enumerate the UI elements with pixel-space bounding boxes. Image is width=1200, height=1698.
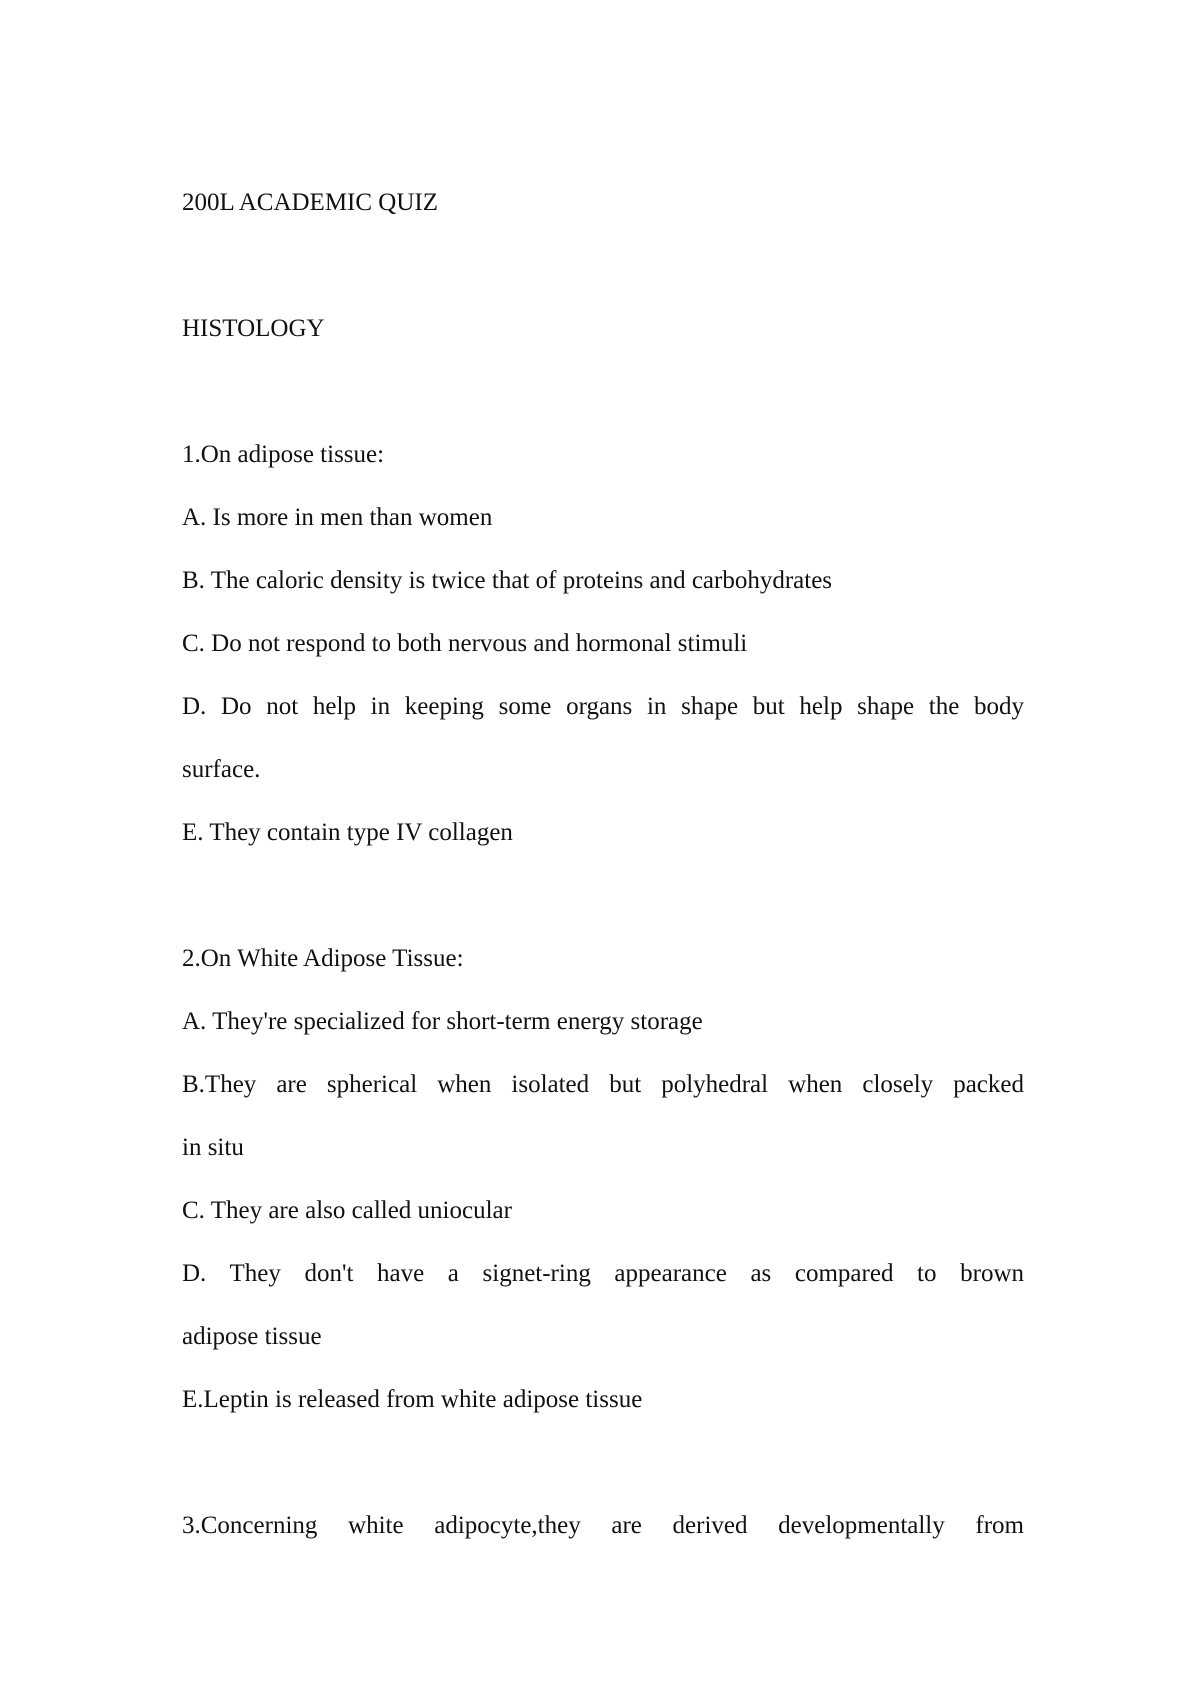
question-option: E. They contain type IV collagen (182, 819, 513, 846)
question-option: C. Do not respond to both nervous and hormonal stimuli (182, 630, 748, 657)
question-option-continuation: in situ (182, 1134, 244, 1161)
subject-heading: HISTOLOGY (182, 315, 325, 342)
question-2 (182, 927, 1024, 1431)
question-3 (182, 1494, 1024, 1557)
question-stem: 3.Concerning white adipocyte,they are derived developmentally from (182, 1512, 1024, 1539)
spacer (182, 864, 1024, 927)
question-option-continuation: surface. (182, 756, 261, 783)
question-option: C. They are also called uniocular (182, 1197, 512, 1224)
spacer (182, 1431, 1024, 1494)
question-1 (182, 423, 1024, 864)
question-option: A. Is more in men than women (182, 504, 493, 531)
question-option: D. Do not help in keeping some organs in shape but help shape the body (182, 693, 1024, 720)
spacer (182, 234, 1024, 297)
question-option: B.They are spherical when isolated but polyhedral when closely packed (182, 1071, 1024, 1098)
question-option-continuation: adipose tissue (182, 1323, 322, 1350)
question-stem: 1.On adipose tissue: (182, 441, 385, 468)
question-stem: 2.On White Adipose Tissue: (182, 945, 464, 972)
question-option: D. They don't have a signet-ring appearance as compared to brown (182, 1260, 1024, 1287)
document-body (182, 171, 1024, 1557)
question-option: B. The caloric density is twice that of proteins and carbohydrates (182, 567, 833, 594)
spacer (182, 360, 1024, 423)
question-option: E.Leptin is released from white adipose tissue (182, 1386, 643, 1413)
quiz-title: 200L ACADEMIC QUIZ (182, 189, 439, 216)
question-option: A. They're specialized for short-term energy storage (182, 1008, 703, 1035)
